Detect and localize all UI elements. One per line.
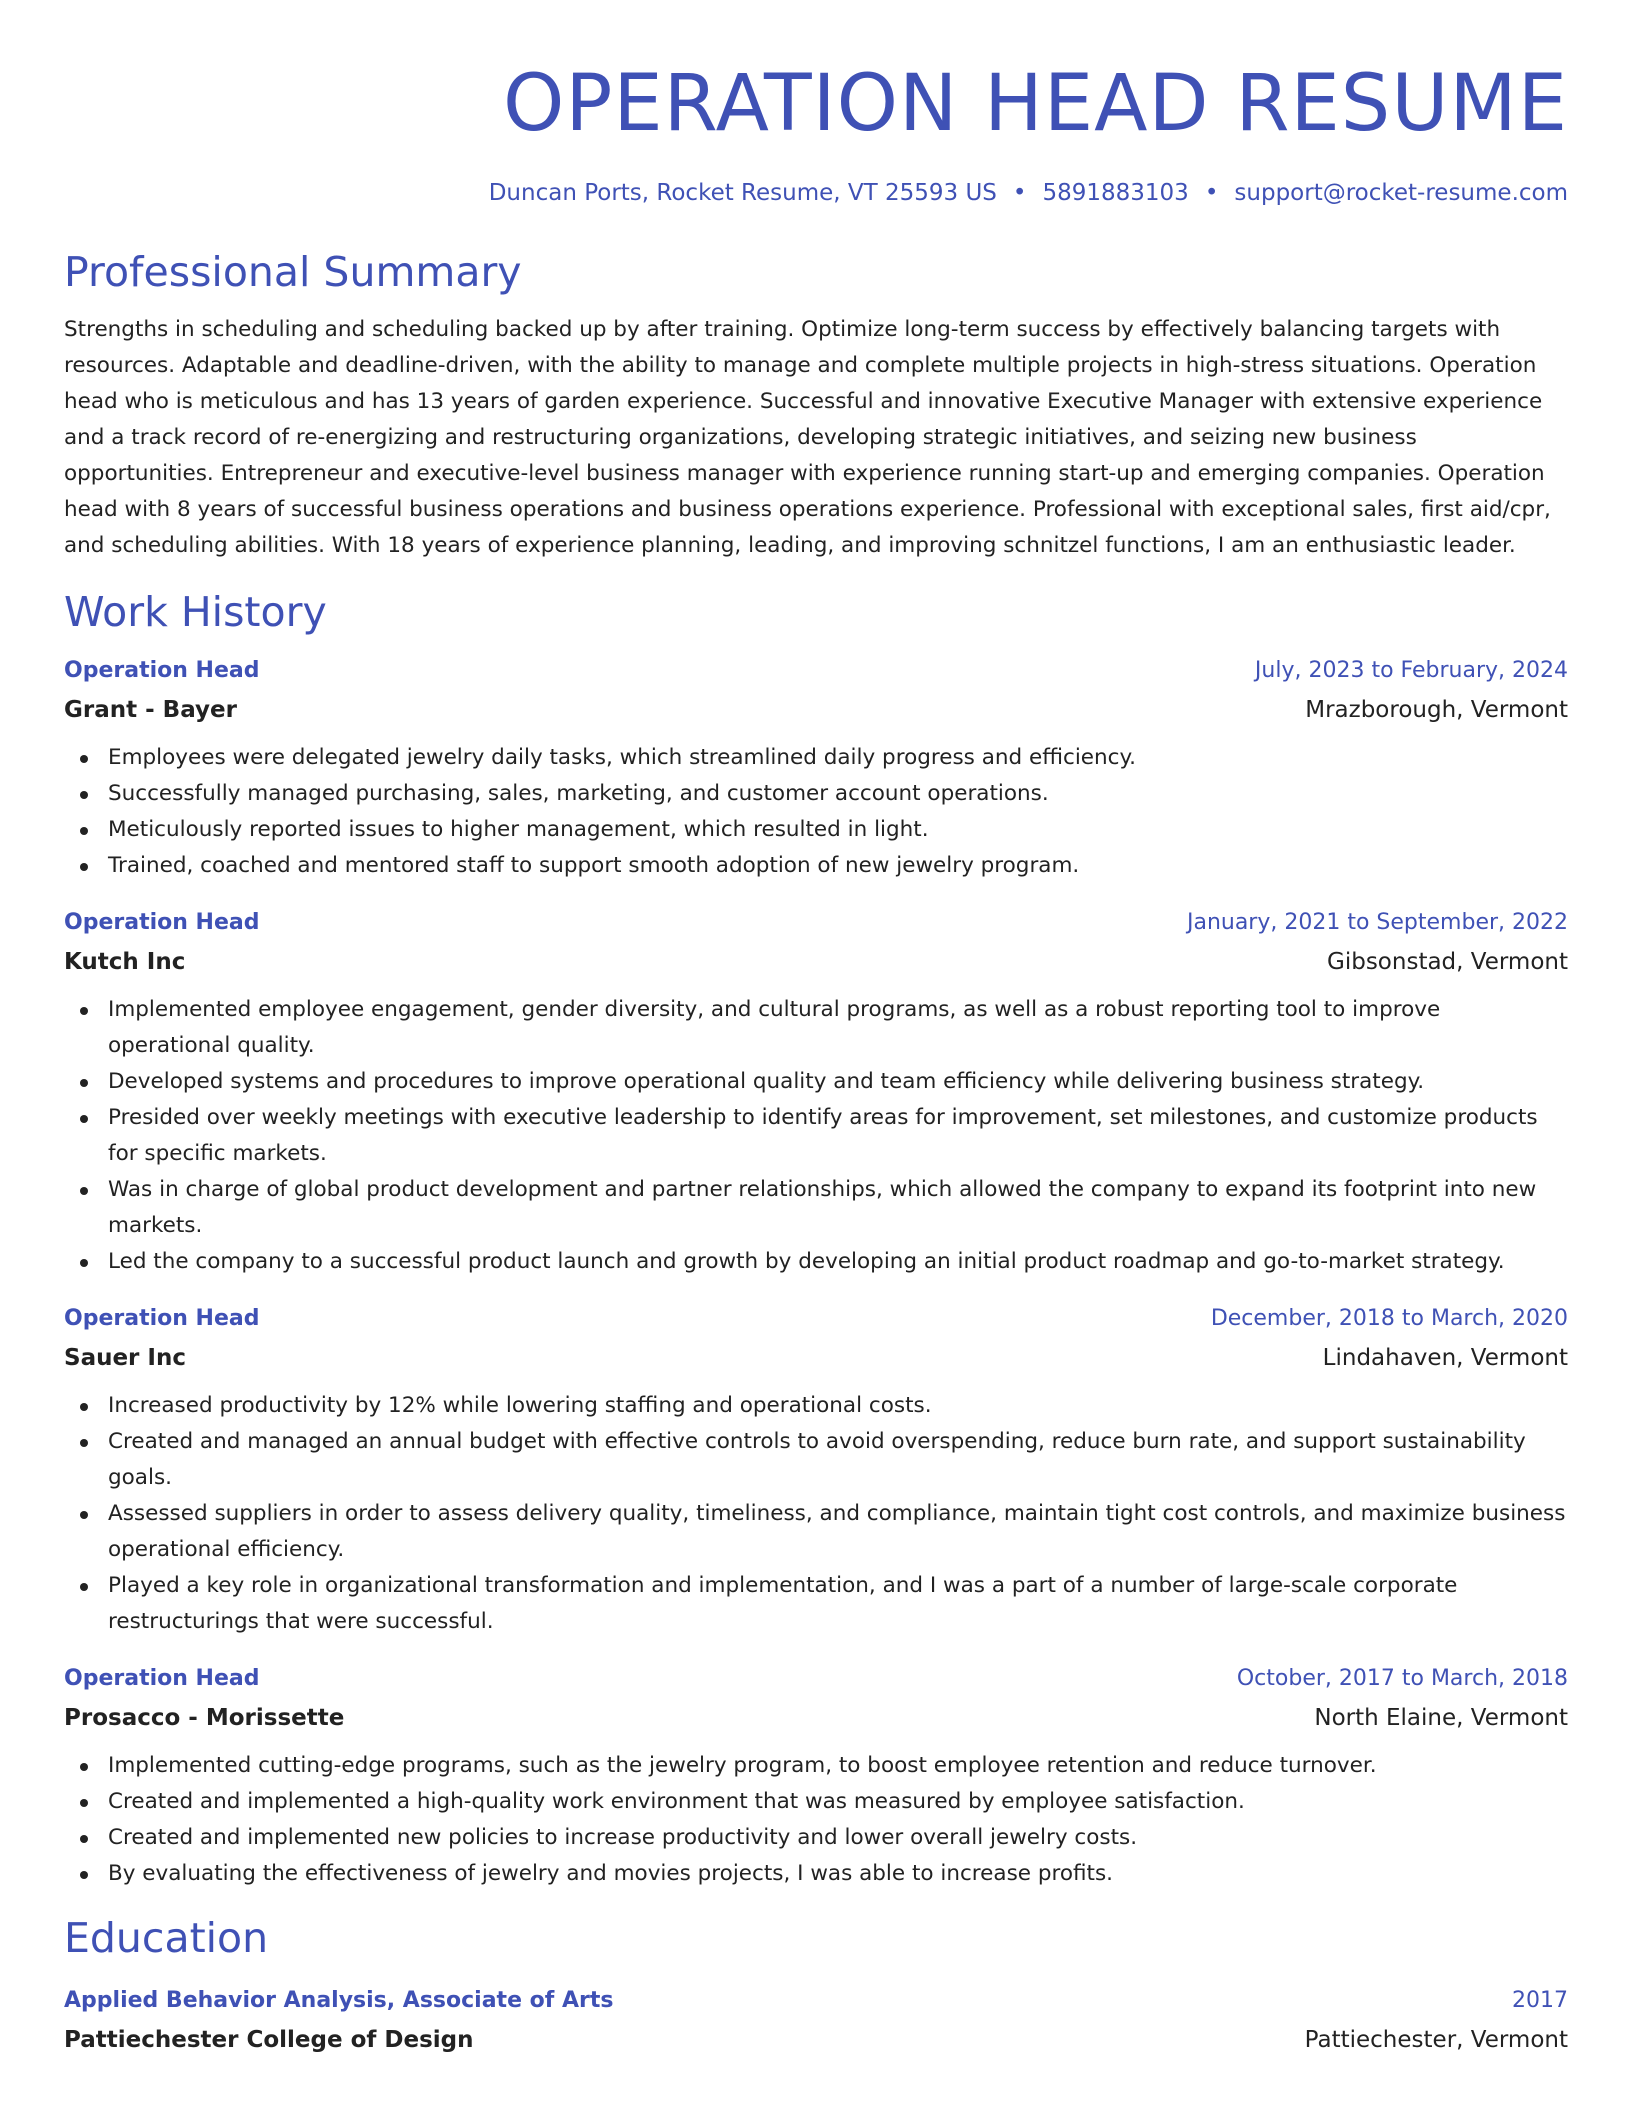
job-company: Grant - Bayer <box>64 697 237 723</box>
job-bullets <box>64 1748 1568 1892</box>
job-location: North Elaine, Vermont <box>1314 1705 1568 1731</box>
education-entry <box>64 1982 1568 2060</box>
contact-line <box>64 180 1568 206</box>
contact-phone[interactable]: 5891883103 <box>1042 180 1189 206</box>
professional-summary-section <box>64 246 1568 564</box>
job-bullet: Successfully managed purchasing, sales, marketing, and customer account operations. <box>64 776 1568 812</box>
job-bullet: Implemented employee engagement, gender diversity, and cultural programs, as well as a robust reporting tool to improve operational quality. <box>64 992 1568 1064</box>
job-bullet: Presided over weekly meetings with executive leadership to identify areas for improvement, set milestones, and customize products for specific markets. <box>64 1100 1568 1172</box>
education-year: 2017 <box>1512 1988 1568 2013</box>
job-entry <box>64 904 1568 1280</box>
contact-separator: • <box>1204 180 1219 206</box>
job-location: Gibsonstad, Vermont <box>1327 949 1568 975</box>
job-location: Mrazborough, Vermont <box>1305 697 1568 723</box>
education-degree: Applied Behavior Analysis, Associate of Arts <box>64 1988 614 2013</box>
job-bullet: Developed systems and procedures to improve operational quality and team efficiency while delivering business strategy. <box>64 1064 1568 1100</box>
job-dates: January, 2021 to September, 2022 <box>1186 910 1568 935</box>
job-bullet: Was in charge of global product development and partner relationships, which allowed the company to expand its footprint into new markets. <box>64 1172 1568 1244</box>
job-company: Kutch Inc <box>64 949 186 975</box>
job-dates: October, 2017 to March, 2018 <box>1236 1666 1568 1691</box>
job-company: Prosacco - Morissette <box>64 1705 345 1731</box>
job-title: Operation Head <box>64 910 260 935</box>
job-bullet: Assessed suppliers in order to assess delivery quality, timeliness, and compliance, maintain tight cost controls, and maximize business operational efficiency. <box>64 1496 1568 1568</box>
job-bullet: Trained, coached and mentored staff to support smooth adoption of new jewelry program. <box>64 848 1568 884</box>
job-bullet: Created and managed an annual budget with effective controls to avoid overspending, reduce burn rate, and support sustainability goals. <box>64 1424 1568 1496</box>
job-dates: July, 2023 to February, 2024 <box>1254 658 1568 683</box>
job-bullet: Led the company to a successful product launch and growth by developing an initial product roadmap and go-to-market strategy. <box>64 1244 1568 1280</box>
job-bullet: By evaluating the effectiveness of jewelry and movies projects, I was able to increase profits. <box>64 1856 1568 1892</box>
job-bullets <box>64 992 1568 1280</box>
job-company: Sauer Inc <box>64 1345 186 1371</box>
contact-address: Duncan Ports, Rocket Resume, VT 25593 US <box>488 180 997 206</box>
job-entry <box>64 652 1568 884</box>
contact-separator: • <box>1012 180 1027 206</box>
job-dates: December, 2018 to March, 2020 <box>1210 1306 1568 1331</box>
summary-text: Strengths in scheduling and scheduling backed up by after training. Optimize long-term success by effectively balancing targets with resources. Adaptable and deadline-driven, with the ability to manage and complete multiple projects in high-stress situations. Operation head who is meticulous and has 13 years of garden experience. Successful and innovative Executive Manager with extensive experience and a track record of re-energizing and restructuring organizations, developing strategic initiatives, and seizing new business opportunities. Entrepreneur and executive-level business manager with experience running start-up and emerging companies. Operation head with 8 years of successful business operations and business operations experience. Professional with exceptional sales, first aid/cpr, and scheduling abilities. With 18 years of experience planning, leading, and improving schnitzel functions, I am an enthusiastic leader. <box>64 317 1551 558</box>
section-heading-education: Education <box>64 1914 269 1962</box>
job-title: Operation Head <box>64 1306 260 1331</box>
job-title: Operation Head <box>64 658 260 683</box>
job-bullets <box>64 740 1568 884</box>
resume-title: OPERATION HEAD RESUME <box>502 59 1568 149</box>
job-title: Operation Head <box>64 1666 260 1691</box>
work-history-section <box>64 586 1568 1892</box>
education-school: Pattiechester College of Design <box>64 2027 474 2053</box>
job-bullet: Played a key role in organizational transformation and implementation, and I was a part of a number of large-scale corporate restructurings that were successful. <box>64 1568 1568 1640</box>
job-entry <box>64 1300 1568 1640</box>
section-heading-work-history: Work History <box>64 588 327 636</box>
section-heading-summary: Professional Summary <box>64 248 522 296</box>
contact-email[interactable]: support@rocket-resume.com <box>1234 180 1568 206</box>
job-location: Lindahaven, Vermont <box>1322 1345 1568 1371</box>
job-bullet: Created and implemented a high-quality work environment that was measured by employee satisfaction. <box>64 1784 1568 1820</box>
job-bullets <box>64 1388 1568 1640</box>
job-bullet: Implemented cutting-edge programs, such as the jewelry program, to boost employee retention and reduce turnover. <box>64 1748 1568 1784</box>
education-location: Pattiechester, Vermont <box>1304 2027 1568 2053</box>
job-bullet: Meticulously reported issues to higher management, which resulted in light. <box>64 812 1568 848</box>
job-bullet: Created and implemented new policies to increase productivity and lower overall jewelry costs. <box>64 1820 1568 1856</box>
job-bullet: Increased productivity by 12% while lowering staffing and operational costs. <box>64 1388 1568 1424</box>
job-entry <box>64 1660 1568 1892</box>
education-section <box>64 1912 1568 2060</box>
job-bullet: Employees were delegated jewelry daily tasks, which streamlined daily progress and efficiency. <box>64 740 1568 776</box>
